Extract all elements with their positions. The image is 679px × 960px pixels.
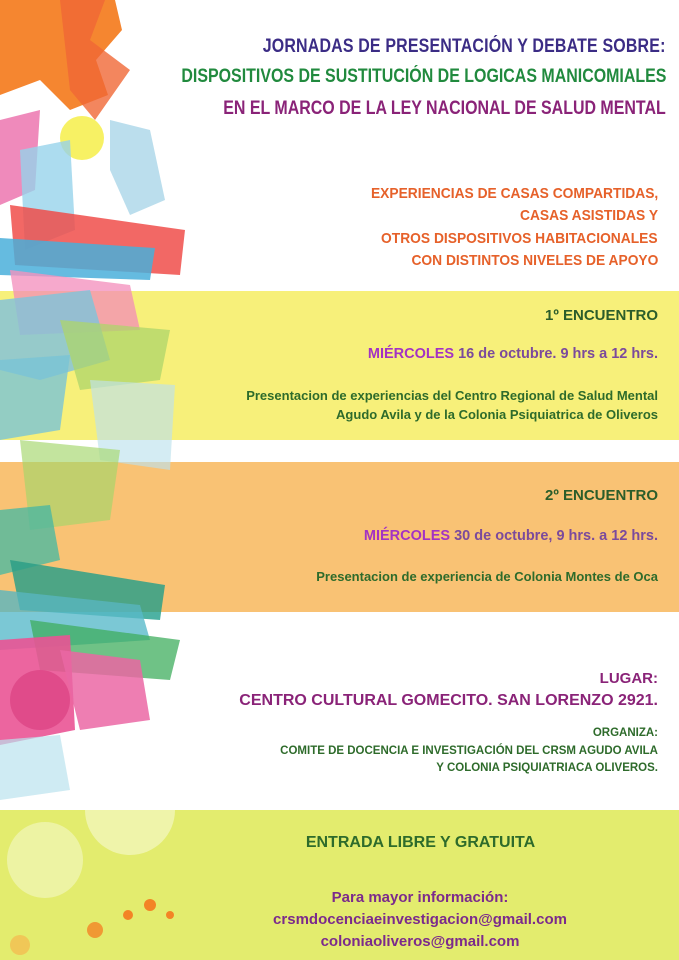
encuentro-2-date-rest: 30 de octubre, 9 hrs. a 12 hrs.: [450, 528, 658, 544]
organiza-label: ORGANIZA:: [592, 727, 658, 739]
encuentro-1-date: [368, 346, 658, 362]
email-crsm-link[interactable]: crsmdocenciaeinvestigacion@gmail.com: [273, 911, 567, 928]
title-line-3: EN EL MARCO DE LA LEY NACIONAL DE SALUD MENTAL: [223, 98, 666, 119]
organiza-line-1: COMITE DE DOCENCIA E INVESTIGACIÓN DEL CRSM AGUDO AVILA: [280, 745, 658, 757]
experiences-line-4: CON DISTINTOS NIVELES DE APOYO: [411, 252, 658, 269]
entrada-libre-text: ENTRADA LIBRE Y GRATUITA: [305, 834, 536, 851]
organiza-line-2: Y COLONIA PSIQUIATRIACA OLIVEROS.: [436, 762, 658, 774]
encuentro-2-description: Presentacion de experiencia de Colonia Montes de Oca: [316, 569, 658, 584]
encuentro-1-day: MIÉRCOLES: [367, 346, 455, 362]
experiences-line-1: EXPERIENCIAS DE CASAS COMPARTIDAS,: [370, 185, 658, 202]
paint-splash-illustration: [0, 0, 230, 960]
lugar-label: LUGAR:: [599, 670, 658, 687]
encuentro-2-date: [364, 528, 658, 544]
encuentro-1-heading: 1º ENCUENTRO: [545, 307, 658, 324]
encuentro-2-day: MIÉRCOLES: [363, 528, 451, 544]
encuentro-1-date-rest: 16 de octubre. 9 hrs a 12 hrs.: [454, 346, 658, 362]
info-label: Para mayor información:: [331, 889, 509, 906]
organiza-value: [280, 743, 658, 777]
encuentro-2-heading: 2º ENCUENTRO: [545, 487, 658, 504]
title-line-2: DISPOSITIVOS DE SUSTITUCIÓN DE LOGICAS MANICOMIALES: [180, 66, 666, 87]
encuentro-1-description-line-1: Presentacion de experiencias del Centro Regional de Salud Mental: [246, 388, 658, 403]
experiences-line-3: OTROS DISPOSITIVOS HABITACIONALES: [381, 230, 658, 247]
title-line-1: JORNADAS DE PRESENTACIÓN Y DEBATE SOBRE:: [263, 36, 666, 57]
encuentro-1-description-line-2: Agudo Avila y de la Colonia Psiquiatrica de Oliveros: [336, 407, 658, 422]
experiences-line-2: CASAS ASISTIDAS Y: [519, 207, 658, 224]
email-colonia-link[interactable]: coloniaoliveros@gmail.com: [320, 933, 520, 950]
lugar-value: CENTRO CULTURAL GOMECITO. SAN LORENZO 2921.: [239, 692, 658, 709]
encuentro-1-description: [246, 386, 658, 424]
